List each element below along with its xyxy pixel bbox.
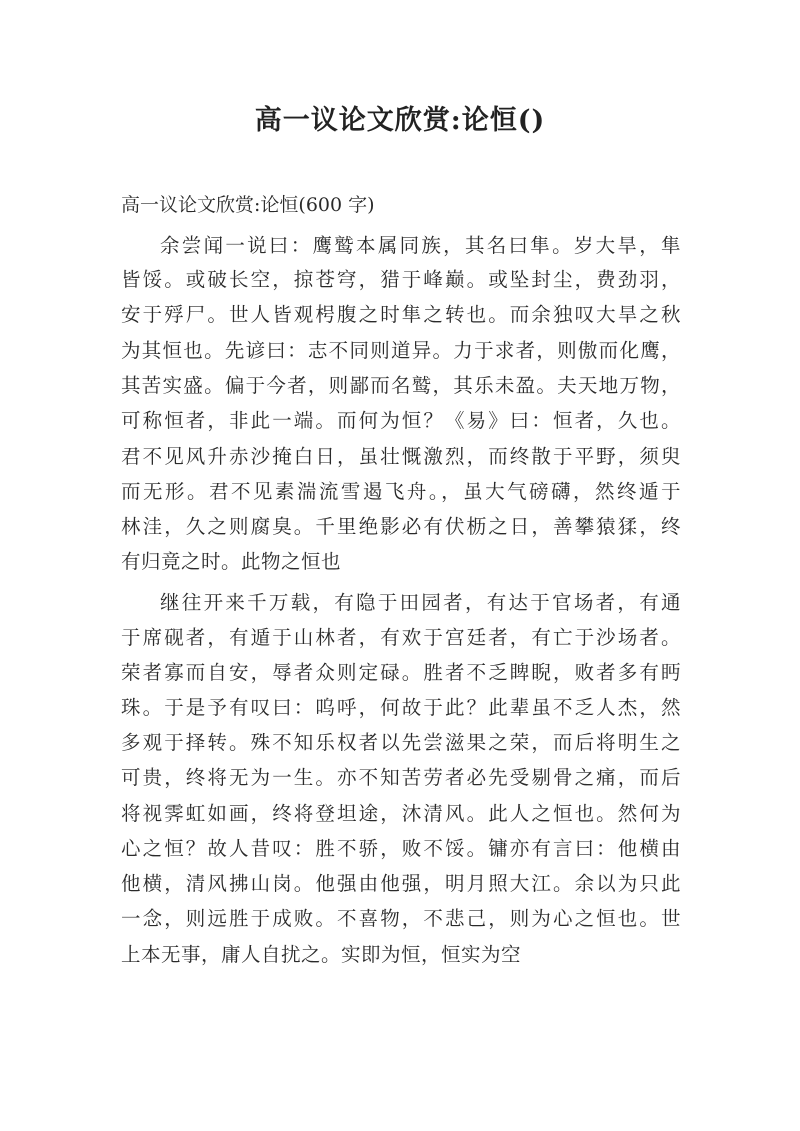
paragraph-2-line: 上本无事，庸人自扰之。实即为恒，恒实为空	[121, 943, 522, 966]
paragraph-2-line: 心之恒？故人昔叹：胜不骄，败不馁。镛亦有言曰：他横由	[121, 837, 681, 860]
paragraph-2-line: 他横，清风拂山岗。他强由他强，明月照大江。余以为只此	[121, 872, 681, 895]
paragraph-1-line: 其苦实盛。偏于今者，则鄙而名鹫，其乐未盈。夫天地万物，	[121, 374, 681, 397]
paragraph-1-line: 为其恒也。先谚曰：志不同则道异。力于求者，则傲而化鹰，	[121, 339, 681, 362]
paragraph-1-line: 而无形。君不见素湍流雪遏飞舟。，虽大气磅礴，然终遁于	[121, 480, 681, 503]
paragraph-2-line: 珠。于是予有叹曰：呜呼，何故于此？此辈虽不乏人杰，然	[121, 696, 681, 719]
paragraph-1-line: 皆馁。或破长空，掠苍穹，猎于峰巅。或坠封尘，费劲羽，	[121, 268, 681, 291]
paragraph-2-line: 将视霁虹如画，终将登坦途，沐清风。此人之恒也。然何为	[121, 802, 681, 825]
document-subtitle: 高一议论文欣赏:论恒(600 字)	[121, 194, 375, 216]
document-title: 高一议论文欣赏:论恒()	[254, 105, 546, 136]
paragraph-1-line: 安于殍尸。世人皆观枵腹之时隼之转也。而余独叹大旱之秋	[121, 303, 681, 326]
paragraph-1-line: 君不见风升赤沙掩白日，虽壮慨激烈，而终散于平野，须臾	[121, 445, 681, 468]
paragraph-2-line: 可贵，终将无为一生。亦不知苦劳者必先受剔骨之痛，而后	[121, 766, 681, 789]
paragraph-1-line: 可称恒者，非此一端。而何为恒？《易》曰：恒者，久也。	[121, 409, 681, 432]
paragraph-2-line: 荣者寡而自安，辱者众则定碌。胜者不乏睥睨，败者多有眄	[121, 661, 681, 684]
paragraph-2-line: 一念，则远胜于成败。不喜物，不悲己，则为心之恒也。世	[121, 907, 681, 930]
paragraph-2-line: 继往开来千万载，有隐于田园者，有达于官场者，有通	[160, 591, 681, 614]
paragraph-1-line: 有归竟之时。此物之恒也	[121, 550, 342, 573]
paragraph-1-line: 余尝闻一说曰：鹰鹫本属同族，其名曰隼。岁大旱，隼	[160, 234, 681, 257]
paragraph-2-line: 多观于择转。殊不知乐权者以先尝滋果之荣，而后将明生之	[121, 731, 681, 754]
paragraph-1-line: 林洼，久之则腐臭。千里绝影必有伏枥之日，善攀猿猱，终	[121, 515, 681, 538]
paragraph-2-line: 于席砚者，有遁于山林者，有欢于宫廷者，有亡于沙场者。	[121, 626, 681, 649]
